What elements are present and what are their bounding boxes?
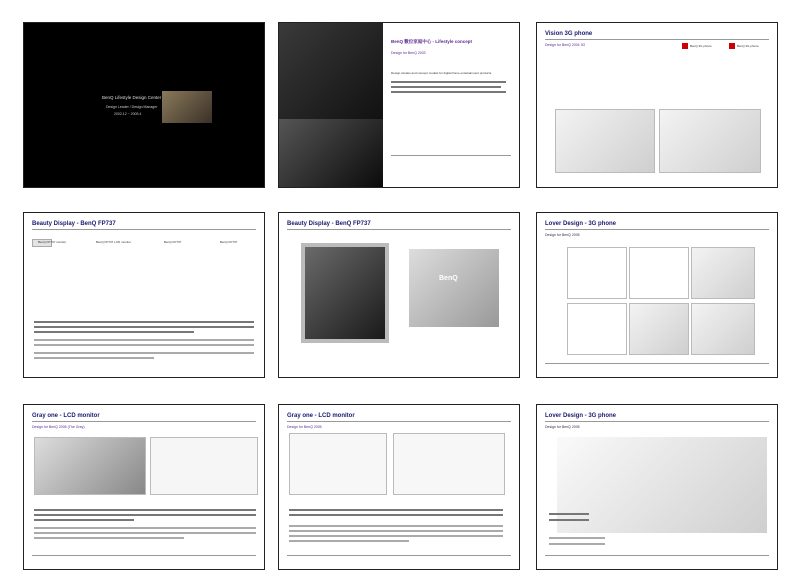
slide-subtitle: Design for BenQ 2005 — [287, 425, 322, 429]
slide-3g-phone[interactable] — [536, 22, 778, 188]
tag-label: BenQ 3G phone — [737, 44, 759, 48]
research-photo-collage — [34, 437, 146, 495]
slide-cover[interactable] — [23, 22, 265, 188]
sketch-photo — [567, 303, 627, 355]
product-photo-closeup — [279, 119, 383, 188]
sketch-photo — [629, 247, 689, 299]
tag-icon — [682, 43, 688, 49]
sketch-photo — [691, 303, 755, 355]
slide-body: Design studies and concept models for digital home entertainment products — [391, 71, 492, 75]
slide-subtitle: Design for BenQ 2004 3G — [545, 43, 586, 47]
tag-label: BenQ FP737 — [164, 240, 182, 244]
monitor-photo-left — [34, 253, 134, 311]
cover-title: BenQ Lifestyle Design Center — [102, 95, 162, 100]
concept-photo-right — [393, 433, 505, 495]
slide-gray-one-research[interactable] — [23, 404, 265, 570]
concept-photo-left — [289, 433, 387, 495]
slide-title: Beauty Display - BenQ FP737 — [32, 221, 116, 227]
research-photo-sketches — [150, 437, 258, 495]
monitor-photo-right — [144, 253, 254, 311]
phone-photo-right — [659, 109, 761, 173]
slide-lifestyle-concept[interactable] — [278, 22, 520, 188]
monitor-hero-photo — [301, 243, 389, 343]
slide-gray-one-concepts[interactable] — [278, 404, 520, 570]
slide-subtitle: Design for BenQ 2003 — [391, 51, 426, 55]
phone-photo-left — [555, 109, 655, 173]
tag-label: BenQ 3G phone — [690, 44, 712, 48]
slide-lover-design-sketches[interactable] — [536, 212, 778, 378]
cover-photo — [162, 91, 212, 123]
sketch-photo — [629, 303, 689, 355]
slide-title: Vision 3G phone — [545, 31, 593, 37]
monitor-brand: BenQ — [439, 275, 458, 282]
slide-beauty-display-hero[interactable] — [278, 212, 520, 378]
sketch-photo — [691, 247, 755, 299]
tag-label: BenQ FP737 monitor — [38, 240, 67, 244]
slide-lover-design-final[interactable] — [536, 404, 778, 570]
cover-line-2: 2002.12 ~ 2005.4 — [114, 112, 142, 116]
slide-title: Gray one - LCD monitor — [287, 413, 355, 419]
phone-lineup-photo — [557, 55, 757, 103]
slide-title: Beauty Display - BenQ FP737 — [287, 221, 371, 227]
slide-title: Gray one - LCD monitor — [32, 413, 100, 419]
slide-title: Lover Design - 3G phone — [545, 221, 617, 227]
product-photo-stack — [279, 23, 383, 119]
sketch-photo — [567, 247, 627, 299]
monitor-side-photo — [409, 249, 499, 327]
slide-subtitle: Design for BenQ 2005 — [545, 233, 580, 237]
tag-label: BenQ FP737 LCD monitor — [96, 240, 132, 244]
slide-subtitle: Design for BenQ 2005 — [545, 425, 580, 429]
slide-title: Lover Design - 3G phone — [545, 413, 617, 419]
tag-label: BenQ FP737 — [220, 240, 238, 244]
cover-line-1: Design Leader / Design Manager — [106, 105, 158, 109]
tag-icon — [729, 43, 735, 49]
slide-beauty-display-detail[interactable] — [23, 212, 265, 378]
slide-title: BenQ 數位家庭中心 - Lifestyle concept — [391, 39, 473, 44]
slide-subtitle: Design for BenQ 2005 (The Gray) — [32, 425, 85, 429]
